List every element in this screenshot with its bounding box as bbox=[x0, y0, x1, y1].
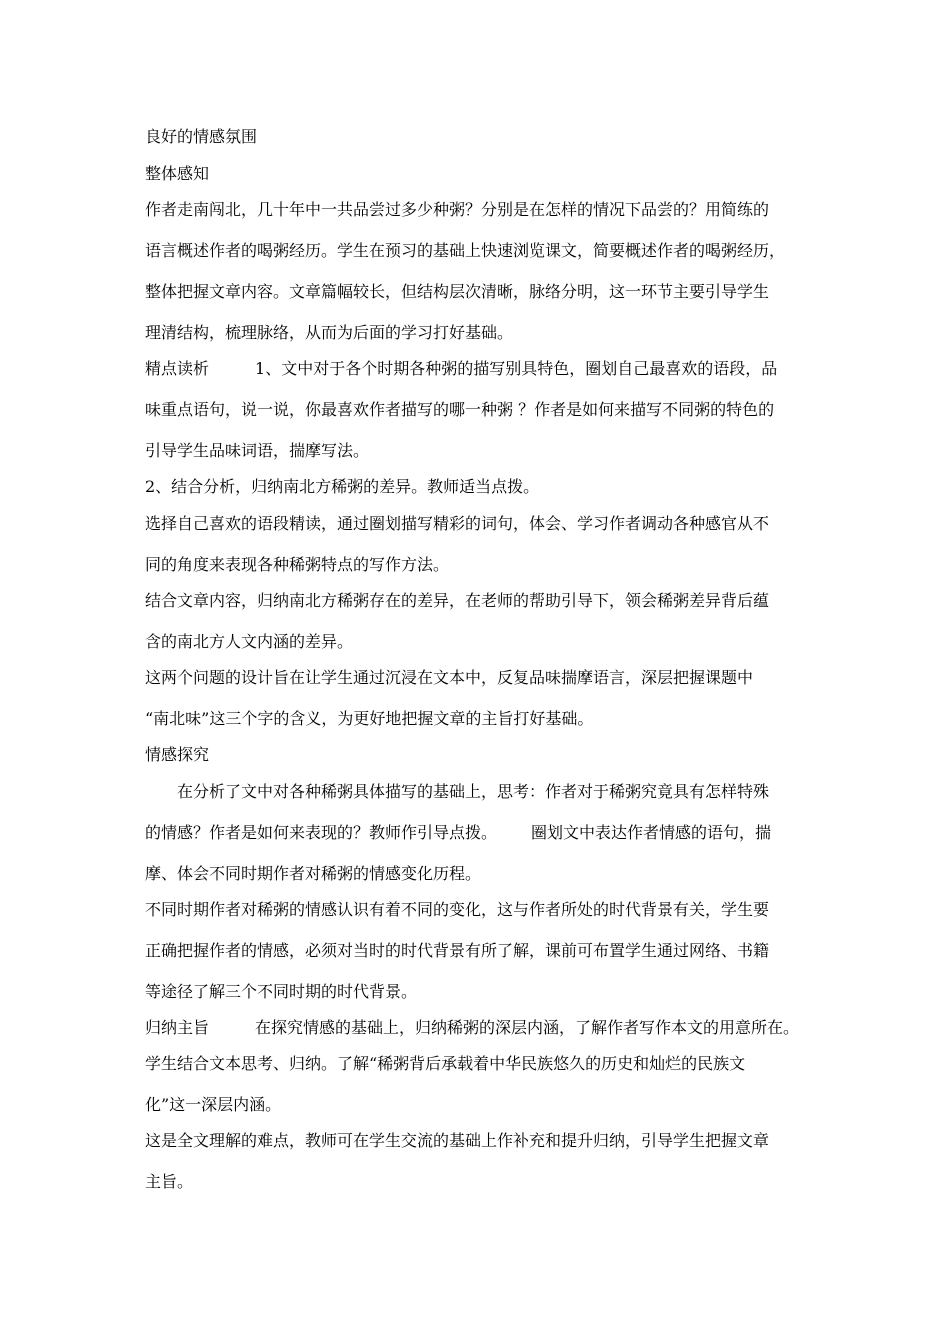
paragraph-line: 语言概述作者的喝粥经历。学生在预习的基础上快速浏览课文，简要概述作者的喝粥经历， bbox=[145, 241, 786, 260]
paragraph-line: 不同时期作者对稀粥的情感认识有着不同的变化，这与作者所处的时代背景有关，学生要 bbox=[145, 900, 770, 919]
paragraph-line: 学生结合文本思考、归纳。了解“稀粥背后承载着中华民族悠久的历史和灿烂的民族文 bbox=[145, 1054, 746, 1073]
paragraph-line: 2、结合分析，归纳南北方稀粥的差异。教师适当点拨。 bbox=[145, 477, 540, 496]
paragraph-line: 作者走南闯北，几十年中一共品尝过多少种粥？分别是在怎样的情况下品尝的？用简练的 bbox=[145, 200, 770, 219]
paragraph-line: 这是全文理解的难点，教师可在学生交流的基础上作补充和提升归纳，引导学生把握文章 bbox=[145, 1131, 770, 1150]
section-heading-reading: 精点读析 bbox=[145, 359, 210, 378]
paragraph-line: 含的南北方人文内涵的差异。 bbox=[145, 632, 354, 651]
paragraph-line: 摩、体会不同时期作者对稀粥的情感变化历程。 bbox=[145, 864, 482, 883]
paragraph-line: 整体把握文章内容。文章篇幅较长，但结构层次清晰，脉络分明，这一环节主要引导学生 bbox=[145, 282, 770, 301]
paragraph-line: 选择自己喜欢的语段精读，通过圈划描写精彩的词句，体会、学习作者调动各种感官从不 bbox=[145, 514, 770, 533]
paragraph-line: 主旨。 bbox=[145, 1172, 194, 1191]
paragraph-line: 在分析了文中对各种稀粥具体描写的基础上，思考：作者对于稀粥究竟具有怎样特殊 bbox=[177, 782, 770, 801]
paragraph-line: 正确把握作者的情感，必须对当时的时代背景有所了解，课前可布置学生通过网络、书籍 bbox=[145, 941, 770, 960]
paragraph-line: 同的角度来表现各种稀粥特点的写作方法。 bbox=[145, 555, 450, 574]
paragraph-line: 精点读析 1、文中对于各个时期各种粥的描写别具特色，圈划自己最喜欢的语段，品 bbox=[145, 359, 778, 378]
paragraph-line: 这两个问题的设计旨在让学生通过沉浸在文本中，反复品味揣摩语言，深层把握课题中 bbox=[145, 668, 754, 687]
section-heading-overall: 整体感知 bbox=[145, 164, 210, 183]
paragraph-line: 等途径了解三个不同时期的时代背景。 bbox=[145, 982, 418, 1001]
section-heading-emotion: 情感探究 bbox=[145, 745, 210, 764]
paragraph-line: 的情感？作者是如何来表现的？教师作引导点拨。 圈划文中表达作者情感的语句，揣 bbox=[145, 823, 772, 842]
paragraph-line: 归纳主旨 在探究情感的基础上，归纳稀粥的深层内涵，了解作者写作本文的用意所在。 bbox=[145, 1018, 800, 1037]
paragraph-line: 结合文章内容，归纳南北方稀粥存在的差异，在老师的帮助引导下，领会稀粥差异背后蕴 bbox=[145, 591, 770, 610]
paragraph-line: 理清结构，梳理脉络，从而为后面的学习打好基础。 bbox=[145, 323, 514, 342]
paragraph-line: 引导学生品味词语，揣摩写法。 bbox=[145, 441, 370, 460]
paragraph-line: “南北味”这三个字的含义，为更好地把握文章的主旨打好基础。 bbox=[145, 709, 594, 728]
paragraph-line: 味重点语句，说一说，你最喜欢作者描写的哪一种粥 ？作者是如何来描写不同粥的特色的 bbox=[145, 400, 775, 419]
paragraph-line: 化”这一深层内涵。 bbox=[145, 1095, 282, 1114]
line-heading-atmosphere: 良好的情感氛围 bbox=[145, 127, 258, 146]
section-heading-theme: 归纳主旨 bbox=[145, 1018, 210, 1037]
